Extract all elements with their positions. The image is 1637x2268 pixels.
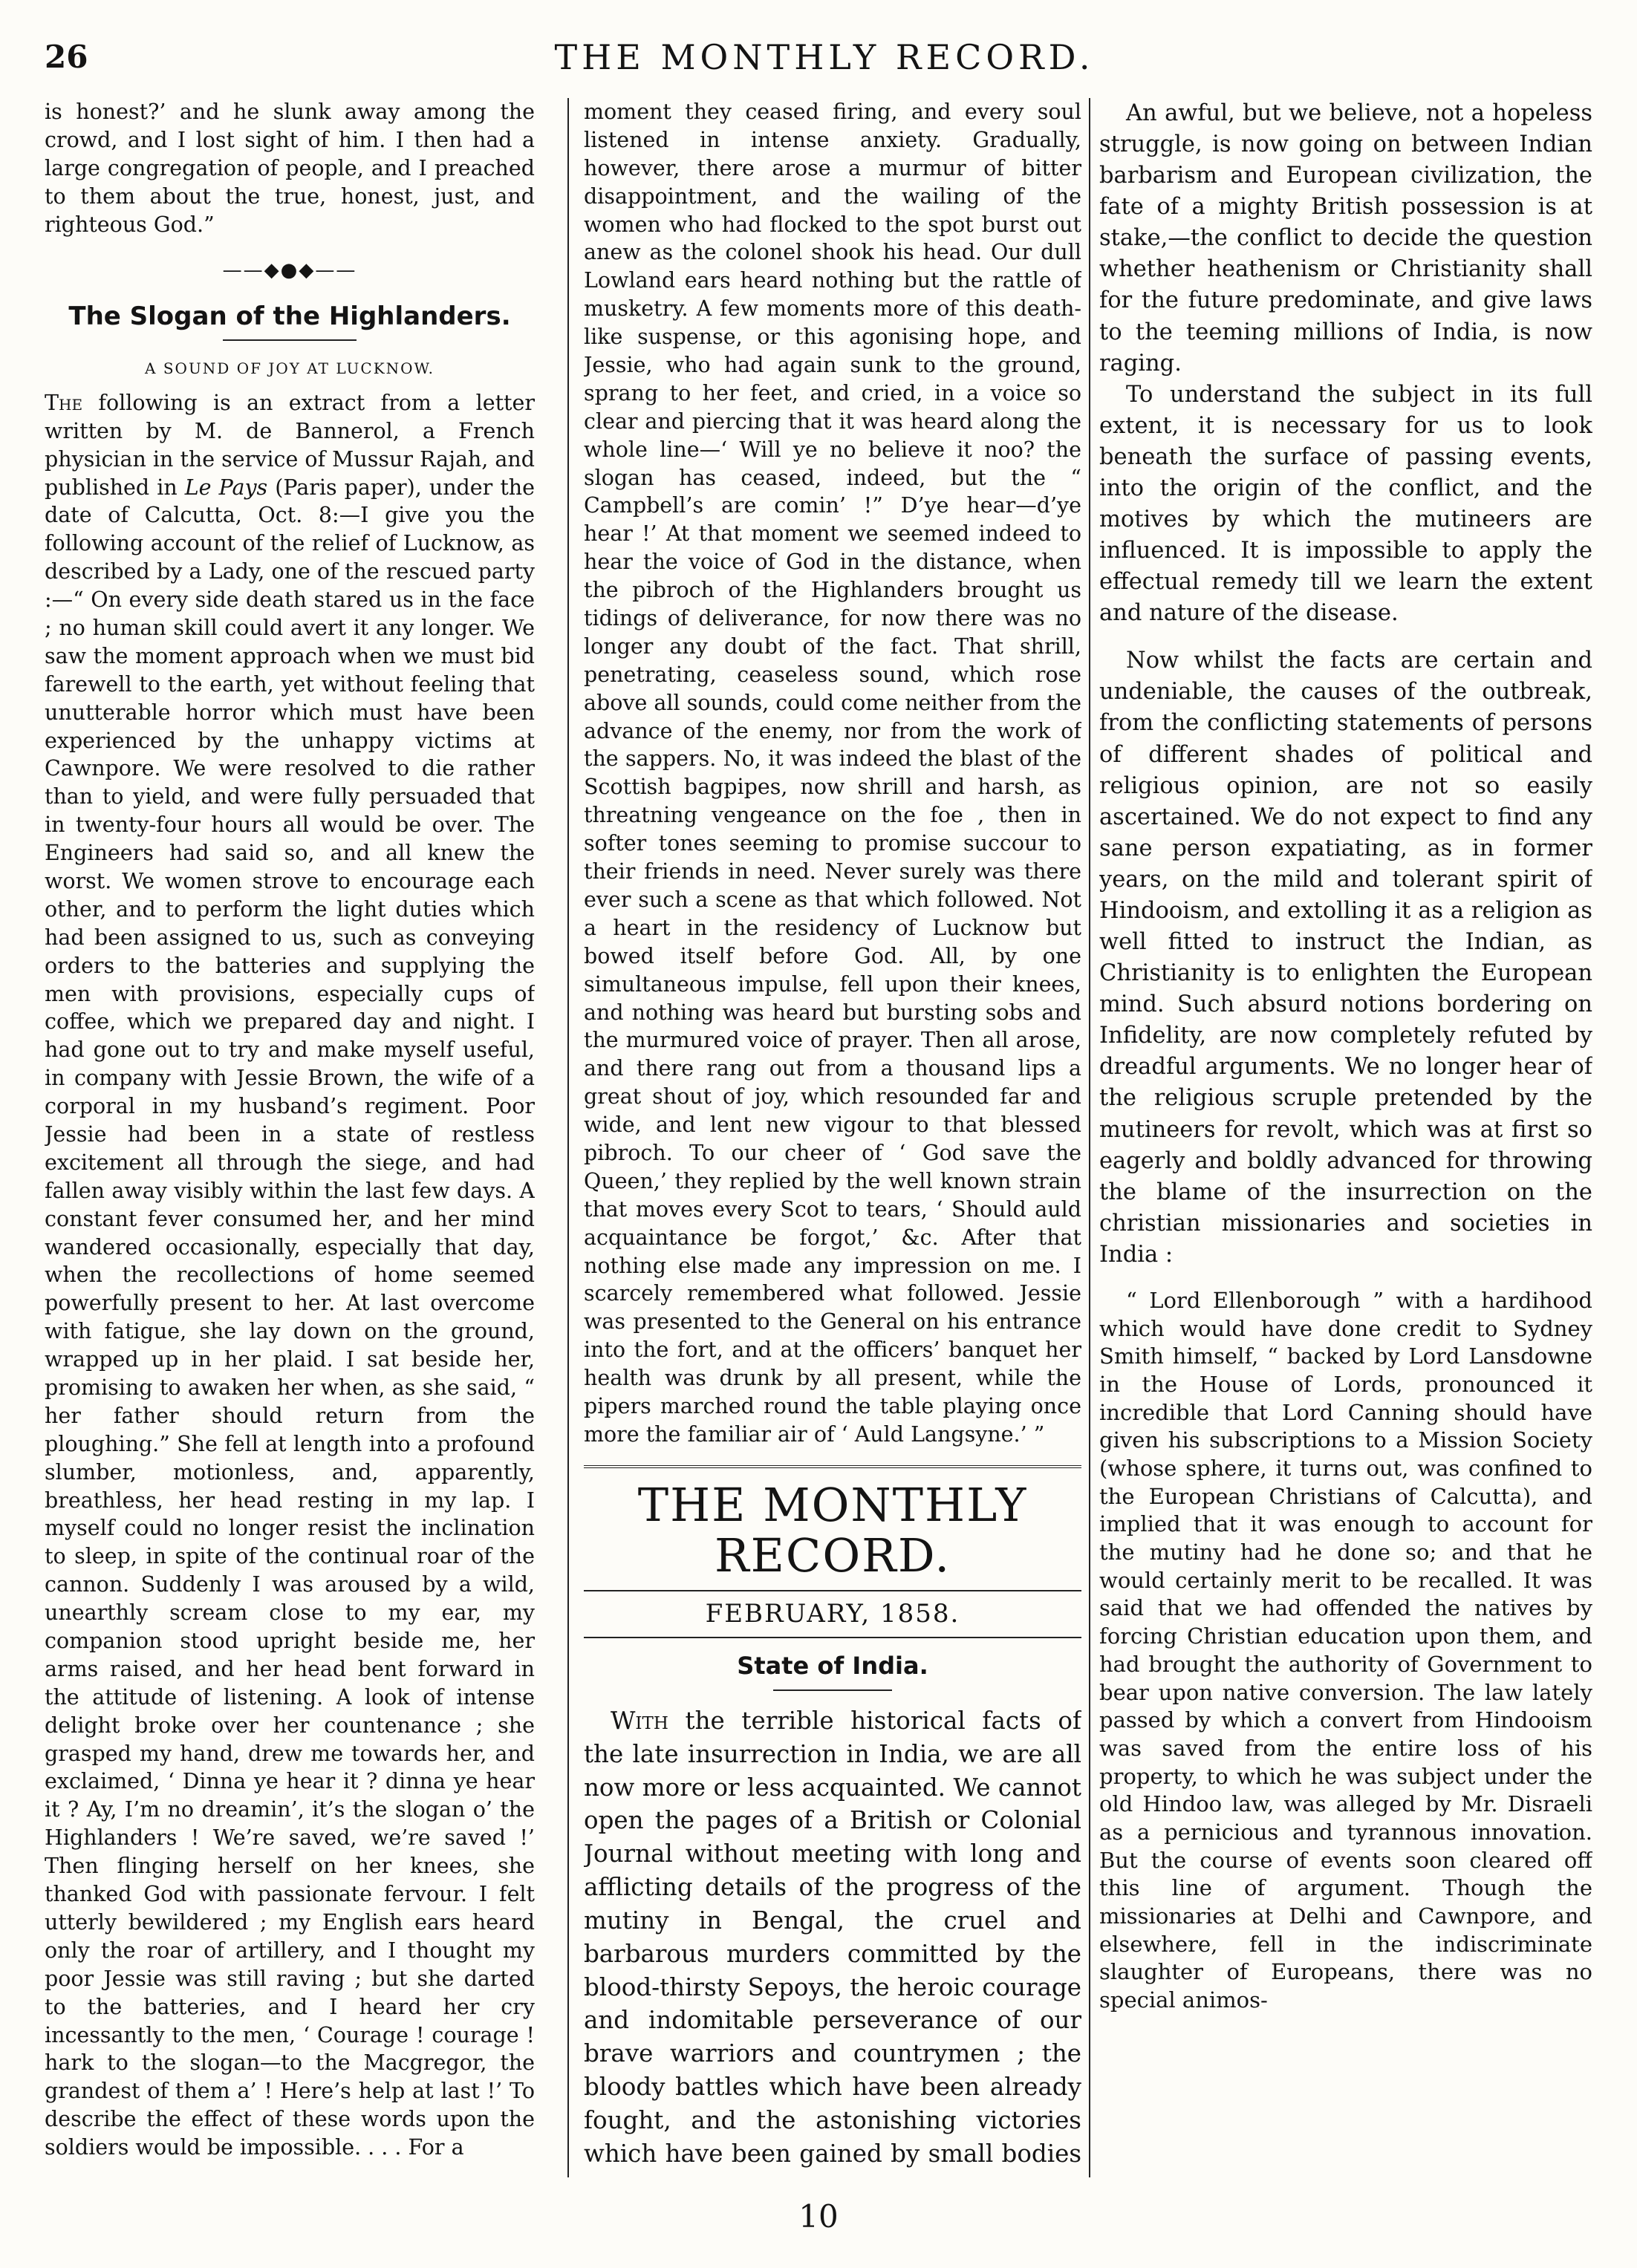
running-head xyxy=(45,30,1604,97)
running-title: THE MONTHLY RECORD. xyxy=(554,37,1095,77)
page-number: 26 xyxy=(45,39,88,75)
article-text-b: (Paris paper), under the date of Calcutta, Oct. 8:—I give you the following account of the relief of Lucknow, as described by a Lady, one of the rescued party :—“ On every side death stared us in the face ; no human skill could avert it any longer. We saw the moment approach when we must bid farewell to the earth, yet without feeling that unutterable horror which must have been experienced by the unhappy victims at Cawnpore. We were resolved to die rather than to yield, and were fully persuaded that in twenty-four hours all would be over. The Engineers had said so, and all knew the worst. We women strove to encourage each other, and to perform the light duties which had been assigned to us, such as conveying orders to the batteries and supplying the men with provisions, especially cups of coffee, which we prepared day and night. I had gone out to try and make myself useful, in company with Jessie Brown, the wife of a corporal in my husband’s regiment. Poor Jessie had been in a state of restless excitement all through the siege, and had fallen away visibly within the last few days. A constant fever consumed her, and her mind wandered occasionally, especially that day, when the recollections of home seemed powerfully present to her. At last overcome with fatigue, she lay down on the ground, wrapped up in her plaid. I sat beside her, promising to awaken her when, as she said, “ her father should return from the ploughing.” She fell at length into a profound slumber, motionless, and, apparently, breathless, her head resting in my lap. I myself could no longer resist the inclination to sleep, in spite of the continual roar of the cannon. Suddenly I was aroused by a wild, unearthly scream close to my ear, my companion stood upright beside me, her arms raised, and her head bent forward in the attitude of listening. A look of intense delight broke over her countenance ; she grasped my hand, drew me towards her, and exclaimed, ‘ Dinna ye hear it ? dinna ye hear it ? Ay, I’m no dreamin’, it’s the slogan o’ the Highlanders ! We’re saved, we’re saved !’ Then flinging herself on her knees, she thanked God with passionate fervour. I felt utterly bewildered ; my English ears heard only the roar of artillery, and I thought my poor Jessie was still raving ; but she darted to the batteries, and I heard her cry incessantly to the men, ‘ Courage ! courage ! hark to the slogan—to the Macgregor, the grandest of them a’ ! Here’s help at last !’ To describe the effect of these words upon the soldiers would be impossible. . . . For a xyxy=(45,475,535,2160)
section-title: State of India. xyxy=(737,1652,928,1681)
section-text: the terrible historical facts of the late insurrection in India, we are all now more or less acquainted. We cannot open the pages of a British or Colonial Journal without meeting with long and afflicting details of the progress of the mutiny in Bengal, the cruel and barbarous murders committed by the blood-thirsty Sepoys, the heroic courage and indomitable perseverance of our brave warriors and countrymen ; the bloody battles which have been already fought, and the astonishing victories which have been gained by small bodies xyxy=(584,1706,1081,2168)
article-title: The Slogan of the Highlanders. xyxy=(68,302,511,332)
article-text-a: following is an extract from a letter written by M. de Bannerol, a French physician in the service of Mussur Rajah, and published in xyxy=(45,390,535,500)
paragraph-1: An awful, but we believe, not a hopeless struggle, is now going on between Indian barbarism and European civilization, the fate of a mighty British possession is at stake,—the conflict to decide the question whether heathenism or Christianity shall for the future predominate, and give laws to the teeming millions of India, is now raging. xyxy=(1099,100,1592,377)
lead-word: The xyxy=(45,390,83,415)
title-rule xyxy=(223,339,357,341)
column-2 xyxy=(584,98,1081,2170)
column-rule-right xyxy=(1089,98,1090,2177)
continued-paragraph: moment they ceased firing, and every soul listened in intense anxiety. Gradually, however, there arose a murmur of bitter disappointment, and the wailing of the women who had flocked to the spot burst out anew as the colonel shook his head. Our dull Lowland ears heard nothing but the rattle of musketry. A few moments more of this death-like suspense, or this agonising hope, and Jessie, who had again sunk to the ground, sprang to her feet, and cried, in a voice so clear and piercing that it was heard along the whole line—‘ Will ye no believe it noo? the slogan has ceased, indeed, but the “ Campbell’s are comin’ !” D’ye hear—d’ye hear !’ At that moment we seemed indeed to hear the voice of God in the distance, when the pibroch of the Highlanders brought us tidings of deliverance, for now there was no longer any doubt of the fact. That shrill, penetrating, ceaseless sound, which rose above all sounds, could come neither from the advance of the enemy, nor from the work of the sappers. No, it was indeed the blast of the Scottish bagpipes, now shrill and harsh, as threatning vengeance on the foe , then in softer tones seeming to promise succour to their friends in need. Never surely was there ever such a scene as that which followed. Not a heart in the residency of Lucknow but bowed itself before God. All, by one simultaneous impulse, fell upon their knees, and nothing was heard but bursting sobs and the murmured voice of prayer. Then all arose, and there rang out from a thousand lips a great shout of joy, which resounded far and wide, and lent new vigour to that blessed pibroch. To our cheer of ‘ God save the Queen,’ they replied by the well known strain that moves every Scot to tears, ‘ Should auld acquaintance be forgot,’ &c. After that nothing else made any impression on me. I scarcely remembered what followed. Jessie was presented to the General on his entrance into the fort, and at the officers’ banquet her health was drunk by all present, while the pipers marched round the table playing once more the familiar air of ‘ Auld Langsyne.’ ” xyxy=(584,100,1081,1447)
lead-word: With xyxy=(611,1706,668,1735)
column-rule-left xyxy=(567,98,569,2177)
masthead-date: FEBRUARY, 1858. xyxy=(584,1590,1081,1638)
paragraph-2: To understand the subject in its full extent, it is necessary for us to look beneath the surface of passing events, into the origin of the conflict, and the motives by which the mutineers are influenced. It is impossible to apply the effectual remedy till we learn the extent and nature of the disease. xyxy=(1099,381,1592,627)
article-body xyxy=(45,389,535,2162)
masthead xyxy=(584,1465,1081,1691)
column-3 xyxy=(1099,98,1592,2170)
article-subtitle: A SOUND OF JOY AT LUCKNOW. xyxy=(145,359,435,378)
section-rule xyxy=(773,1689,892,1691)
column-1 xyxy=(45,98,535,2170)
signature-mark: 10 xyxy=(798,2198,839,2235)
paragraph-3: Now whilst the facts are certain and undeniable, the causes of the outbreak, from the conflicting statements of persons of different shades of political and religious opinion, are not so easily ascertained. We do not expect to find any sane person expatiating, as in former years, on the mild and tolerant spirit of Hindooism, and extolling it as a religion as well fitted to instruct the Indian, as Christianity is to enlighten the European mind. Such absurd notions bordering on Infidelity, are now completely refuted by dreadful arguments. We no longer hear of the religious scruple pretended by the mutineers for revolt, which was at first so eagerly and boldly advanced for throwing the blame of the insurrection on the christian missionaries and societies in India : xyxy=(1099,648,1592,1268)
masthead-title: THE MONTHLY RECORD. xyxy=(637,1477,1028,1583)
newspaper-name: Le Pays xyxy=(184,475,268,500)
continued-paragraph: is honest?’ and he slunk away among the crowd, and I lost sight of him. I then had a large congregation of people, and I preached to them about the true, honest, just, and righteous God.” xyxy=(45,100,535,237)
paragraph-4: “ Lord Ellenborough ” with a hardihood which would have done credit to Sydney Smith himself, “ backed by Lord Lansdowne in the House of Lords, pronounced it incredible that Lord Canning should have given his subscriptions to a Mission Society (whose sphere, it turns out, was confined to the European Christians of Calcutta), and implied that it was enough to account for the mutiny had he done so; and that he would certainly merit to be recalled. It was said that we had offended the natives by forcing Christian education upon them, and had brought the authority of Government to bear upon native conversion. The law lately passed by which a convert from Hindooism was saved from the entire loss of his property, to which he was subject under the old Hindoo law, was alleged by Mr. Disraeli as a pernicious and tyrannous innovation. But the course of events soon cleared off this line of argument. Though the missionaries at Delhi and Cawnpore, and elsewhere, fell in the indiscriminate slaughter of Europeans, there was no special animos- xyxy=(1099,1287,1592,2013)
section-body xyxy=(584,1704,1081,2170)
ornamental-divider: ——◆●◆—— xyxy=(222,259,357,282)
